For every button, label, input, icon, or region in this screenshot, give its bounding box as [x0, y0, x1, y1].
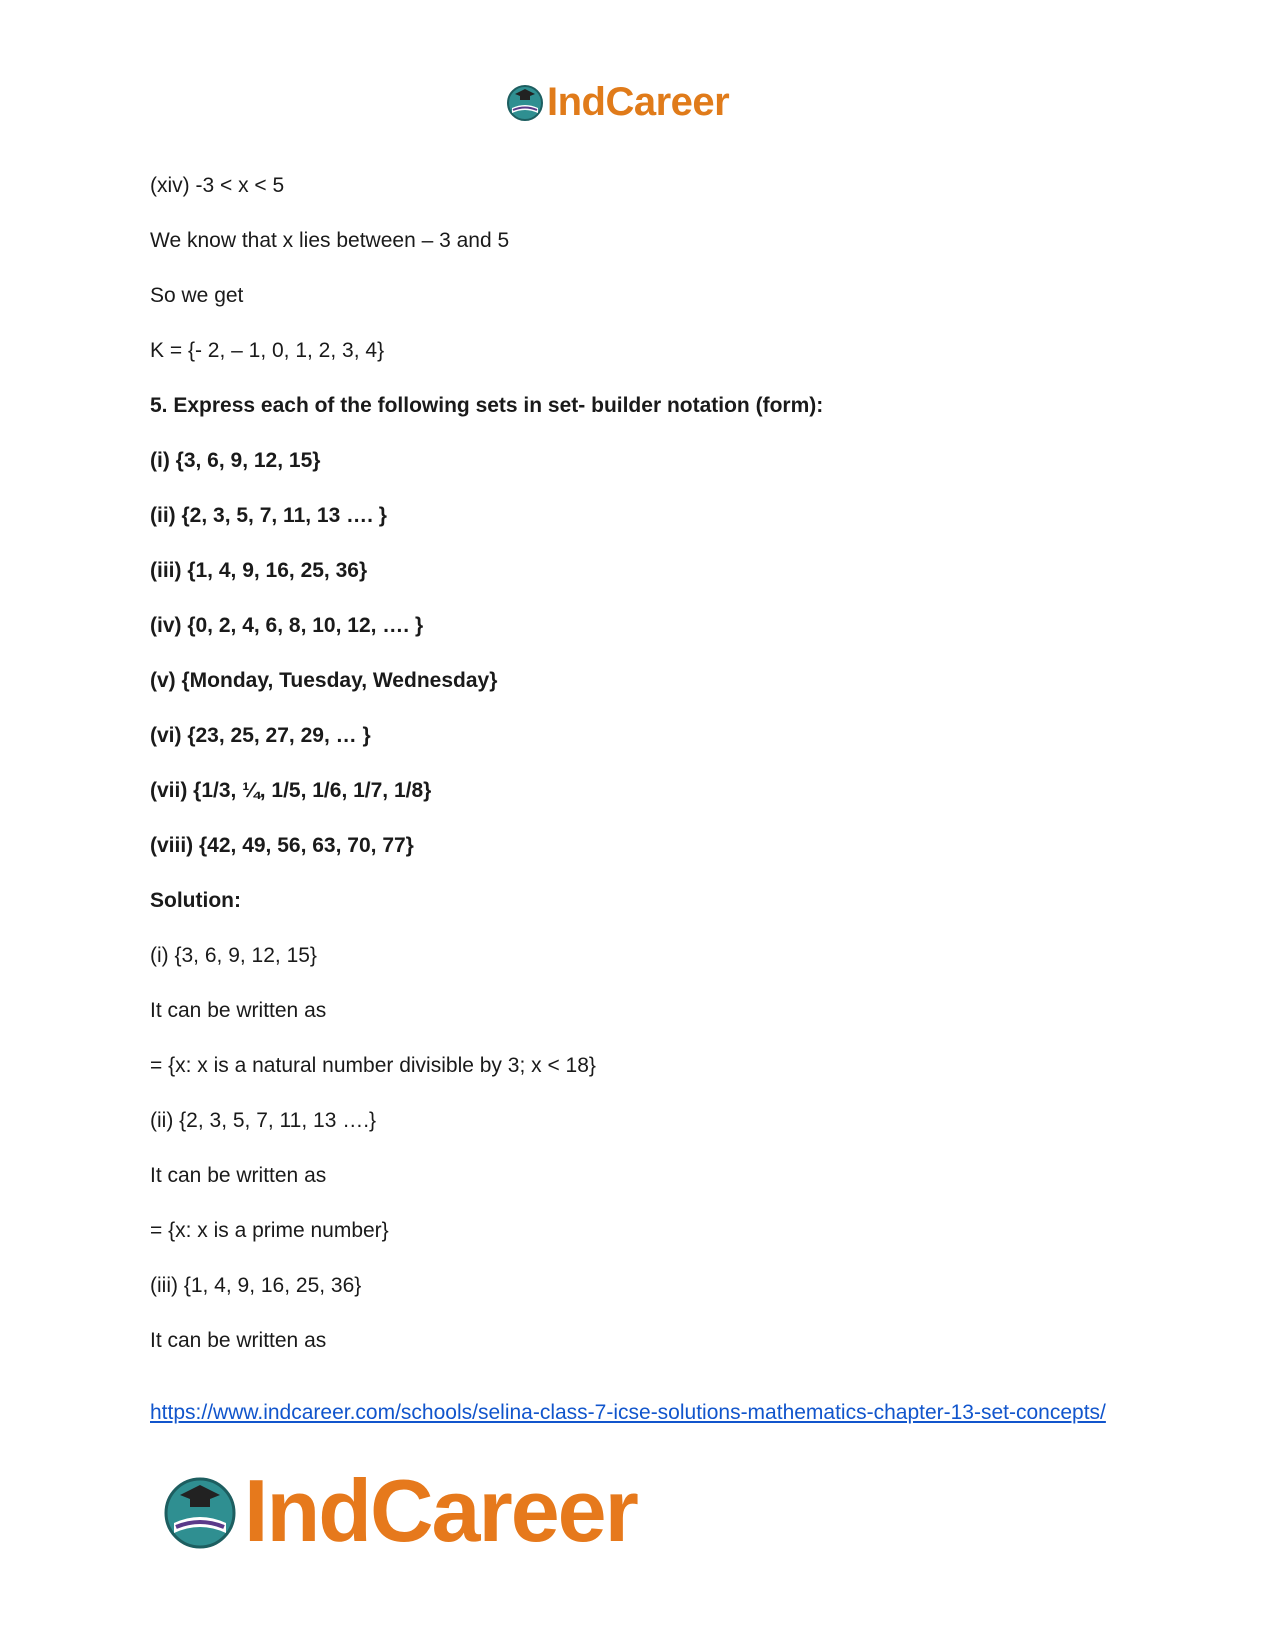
text-line: We know that x lies between – 3 and 5 — [150, 229, 510, 252]
text-line: (v) {Monday, Tuesday, Wednesday} — [150, 669, 498, 692]
logo-text: IndCareer — [547, 80, 730, 124]
text-line: (i) {3, 6, 9, 12, 15} — [150, 449, 321, 472]
text-line: (iv) {0, 2, 4, 6, 8, 10, 12, …. } — [150, 614, 424, 637]
text-line: (iii) {1, 4, 9, 16, 25, 36} — [150, 1274, 362, 1297]
text-line: So we get — [150, 284, 244, 307]
text-line: (vi) {23, 25, 27, 29, … } — [150, 724, 371, 747]
header-logo — [505, 80, 729, 124]
text-line: K = {- 2, – 1, 0, 1, 2, 3, 4} — [150, 339, 385, 362]
text-line: (iii) {1, 4, 9, 16, 25, 36} — [150, 559, 368, 582]
footer-logo — [160, 1461, 637, 1560]
text-line: It can be written as — [150, 1164, 327, 1187]
text-line: (viii) {42, 49, 56, 63, 70, 77} — [150, 834, 414, 857]
source-link[interactable]: https://www.indcareer.com/schools/selina-class-7-icse-solutions-mathematics-chapter-13-set-concepts/ — [150, 1401, 1106, 1424]
text-line: Solution: — [150, 889, 241, 912]
text-line: It can be written as — [150, 1329, 327, 1352]
text-line: (xiv) -3 < x < 5 — [150, 174, 285, 197]
document-body — [150, 174, 1130, 1384]
text-line: (vii) {1/3, ¼, 1/5, 1/6, 1/7, 1/8} — [150, 779, 432, 802]
logo-text: IndCareer — [244, 1461, 637, 1560]
text-line: = {x: x is a prime number} — [150, 1219, 389, 1242]
globe-book-icon — [160, 1471, 240, 1551]
globe-book-icon — [505, 82, 545, 122]
text-line: 5. Express each of the following sets in set- builder notation (form): — [150, 394, 824, 417]
text-line: = {x: x is a natural number divisible by 3; x < 18} — [150, 1054, 596, 1077]
text-line: It can be written as — [150, 999, 327, 1022]
text-line: (i) {3, 6, 9, 12, 15} — [150, 944, 317, 967]
text-line: (ii) {2, 3, 5, 7, 11, 13 ….} — [150, 1109, 377, 1132]
text-line: (ii) {2, 3, 5, 7, 11, 13 …. } — [150, 504, 387, 527]
